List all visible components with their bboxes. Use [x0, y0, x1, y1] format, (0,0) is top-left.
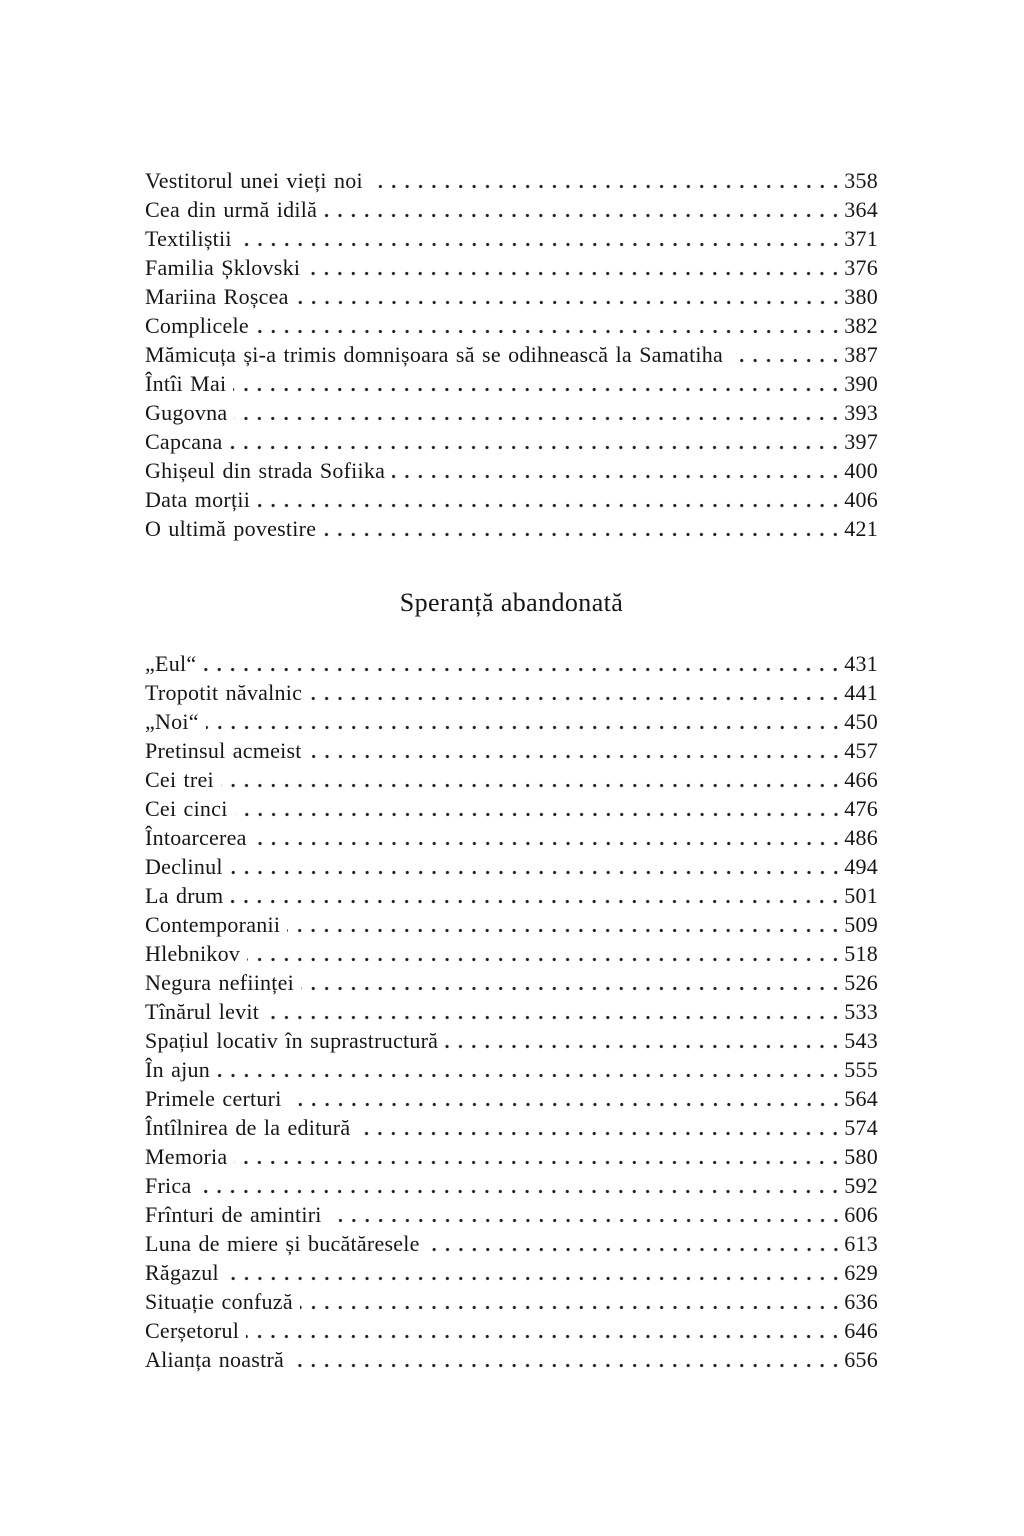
entry-page-number: 580: [844, 1144, 878, 1169]
toc-entry: [145, 1055, 878, 1084]
entry-page-number: 376: [844, 255, 878, 280]
entry-title: Memoria: [145, 1144, 228, 1169]
dot-leader: [289, 1084, 844, 1113]
entry-page-number: 555: [844, 1057, 878, 1082]
dot-leader: [229, 427, 843, 456]
entry-title: Întoarcerea: [145, 825, 247, 850]
entry-title: Complicele: [145, 313, 249, 338]
entry-page-number: 636: [844, 1289, 878, 1314]
toc-entry: [145, 1229, 878, 1258]
toc-entry: [145, 195, 878, 224]
entry-page-number: 526: [844, 970, 878, 995]
entry-page-number: 364: [844, 197, 878, 222]
dot-leader: [198, 1171, 843, 1200]
entry-title: Cerșetorul: [145, 1318, 240, 1343]
toc-entry: [145, 282, 878, 311]
toc-entry: [145, 823, 878, 852]
dot-leader: [300, 1287, 843, 1316]
dot-leader: [324, 195, 843, 224]
toc-entry: [145, 1142, 878, 1171]
dot-leader: [247, 939, 843, 968]
toc-entry: [145, 311, 878, 340]
toc-entry: [145, 736, 878, 765]
dot-leader: [233, 369, 843, 398]
entry-page-number: 656: [844, 1347, 878, 1372]
entry-page-number: 543: [844, 1028, 878, 1053]
dot-leader: [296, 282, 844, 311]
toc-entry: [145, 852, 878, 881]
entry-title: Cei cinci: [145, 796, 228, 821]
entry-page-number: 393: [844, 400, 878, 425]
entry-title: Spațiul locativ în suprastructură: [145, 1028, 439, 1053]
dot-leader: [217, 1055, 843, 1084]
entry-page-number: 397: [844, 429, 878, 454]
entry-page-number: 501: [844, 883, 878, 908]
dot-leader: [246, 1316, 843, 1345]
entry-page-number: 466: [844, 767, 878, 792]
toc-entry: [145, 649, 878, 678]
entry-title: Hlebnikov: [145, 941, 241, 966]
entry-page-number: 387: [844, 342, 878, 367]
dot-leader: [234, 1142, 843, 1171]
dot-leader: [206, 707, 843, 736]
toc-entry: [145, 1287, 878, 1316]
dot-leader: [329, 1200, 844, 1229]
entry-title: Gugovna: [145, 400, 228, 425]
toc-entry: [145, 1200, 878, 1229]
toc-entry: [145, 765, 878, 794]
toc-entry: [145, 1113, 878, 1142]
entry-page-number: 494: [844, 854, 878, 879]
entry-title: Data morții: [145, 487, 251, 512]
entry-title: Familia Șklovski: [145, 255, 301, 280]
toc-entry: [145, 910, 878, 939]
entry-title: În ajun: [145, 1057, 210, 1082]
entry-page-number: 629: [844, 1260, 878, 1285]
entry-title: Capcana: [145, 429, 223, 454]
dot-leader: [257, 485, 843, 514]
dot-leader: [301, 968, 843, 997]
toc-entry: [145, 1171, 878, 1200]
toc-entry: [145, 398, 878, 427]
entry-page-number: 574: [844, 1115, 878, 1140]
toc-entry: [145, 939, 878, 968]
dot-leader: [266, 997, 843, 1026]
toc-entry: [145, 1316, 878, 1345]
entry-title: Vestitorul unei vieți noi: [145, 168, 363, 193]
dot-leader: [357, 1113, 843, 1142]
section-heading: Speranță abandonată: [399, 588, 624, 617]
toc-entry: [145, 485, 878, 514]
entry-page-number: 380: [844, 284, 878, 309]
entry-title: Mămicuța și-a trimis domnișoara să se odihnească la Samatiha: [145, 342, 724, 367]
entry-title: Primele certuri: [145, 1086, 282, 1111]
entry-page-number: 371: [844, 226, 878, 251]
entry-title: „Noi“: [145, 709, 199, 734]
toc-entry: [145, 881, 878, 910]
dot-leader: [309, 736, 844, 765]
toc-entry: [145, 253, 878, 282]
dot-leader: [287, 910, 843, 939]
entry-title: Contemporanii: [145, 912, 281, 937]
dot-leader: [730, 340, 843, 369]
toc-entry: [145, 1084, 878, 1113]
toc-entry: [145, 997, 878, 1026]
toc-entry: [145, 456, 878, 485]
dot-leader: [234, 398, 843, 427]
entry-title: Frica: [145, 1173, 192, 1198]
entry-page-number: 486: [844, 825, 878, 850]
entry-page-number: 646: [844, 1318, 878, 1343]
toc-entry: [145, 678, 878, 707]
entry-title: Declinul: [145, 854, 223, 879]
toc-entry: [145, 166, 878, 195]
entry-title: Alianța noastră: [145, 1347, 285, 1372]
dot-leader: [221, 765, 843, 794]
dot-leader: [230, 852, 843, 881]
entry-title: Răgazul: [145, 1260, 219, 1285]
toc-entry: [145, 224, 878, 253]
entry-title: Tropotit năvalnic: [145, 680, 303, 705]
dot-leader: [392, 456, 843, 485]
entry-title: Situație confuză: [145, 1289, 293, 1314]
entry-title: La drum: [145, 883, 224, 908]
entry-page-number: 509: [844, 912, 878, 937]
dot-leader: [256, 311, 843, 340]
entry-page-number: 606: [844, 1202, 878, 1227]
dot-leader: [427, 1229, 844, 1258]
entry-title: „Eul“: [145, 651, 197, 676]
entry-page-number: 564: [844, 1086, 878, 1111]
dot-leader: [226, 1258, 843, 1287]
entry-title: Cea din urmă idilă: [145, 197, 318, 222]
dot-leader: [445, 1026, 843, 1055]
entry-page-number: 431: [844, 651, 878, 676]
entry-title: Pretinsul acmeist: [145, 738, 302, 763]
entry-page-number: 457: [844, 738, 878, 763]
entry-page-number: 533: [844, 999, 878, 1024]
entry-page-number: 382: [844, 313, 878, 338]
entry-title: Tînărul levit: [145, 999, 260, 1024]
dot-leader: [230, 881, 843, 910]
entry-title: Luna de miere și bucătăresele: [145, 1231, 420, 1256]
dot-leader: [235, 794, 844, 823]
toc-list: [145, 166, 878, 1374]
dot-leader: [370, 166, 843, 195]
dot-leader: [203, 649, 843, 678]
entry-page-number: 400: [844, 458, 878, 483]
toc-entry: [145, 707, 878, 736]
dot-leader: [323, 514, 843, 543]
toc-entry: [145, 514, 878, 543]
entry-page-number: 613: [844, 1231, 878, 1256]
entry-title: Ghișeul din strada Sofiika: [145, 458, 386, 483]
entry-page-number: 406: [844, 487, 878, 512]
toc-entry: [145, 340, 878, 369]
entry-title: Frînturi de amintiri: [145, 1202, 322, 1227]
entry-page-number: 421: [844, 516, 878, 541]
entry-page-number: 441: [844, 680, 878, 705]
toc-entry: [145, 1026, 878, 1055]
entry-title: Textiliștii: [145, 226, 232, 251]
entry-page-number: 390: [844, 371, 878, 396]
toc-entry: [145, 794, 878, 823]
dot-leader: [307, 253, 843, 282]
entry-page-number: 518: [844, 941, 878, 966]
entry-page-number: 450: [844, 709, 878, 734]
toc-entry: [145, 1258, 878, 1287]
entry-title: Negura neființei: [145, 970, 295, 995]
entry-title: O ultimă povestire: [145, 516, 317, 541]
entry-title: Mariina Roșcea: [145, 284, 289, 309]
toc-entry: [145, 427, 878, 456]
toc-entry: [145, 968, 878, 997]
dot-leader: [309, 678, 843, 707]
entry-title: Cei trei: [145, 767, 214, 792]
entry-page-number: 592: [844, 1173, 878, 1198]
entry-page-number: 358: [844, 168, 878, 193]
toc-entry: [145, 1345, 878, 1374]
dot-leader: [254, 823, 844, 852]
entry-page-number: 476: [844, 796, 878, 821]
entry-title: Întîlnirea de la editură: [145, 1115, 351, 1140]
dot-leader: [239, 224, 843, 253]
toc-entry: [145, 369, 878, 398]
dot-leader: [291, 1345, 843, 1374]
entry-title: Întîi Mai: [145, 371, 227, 396]
